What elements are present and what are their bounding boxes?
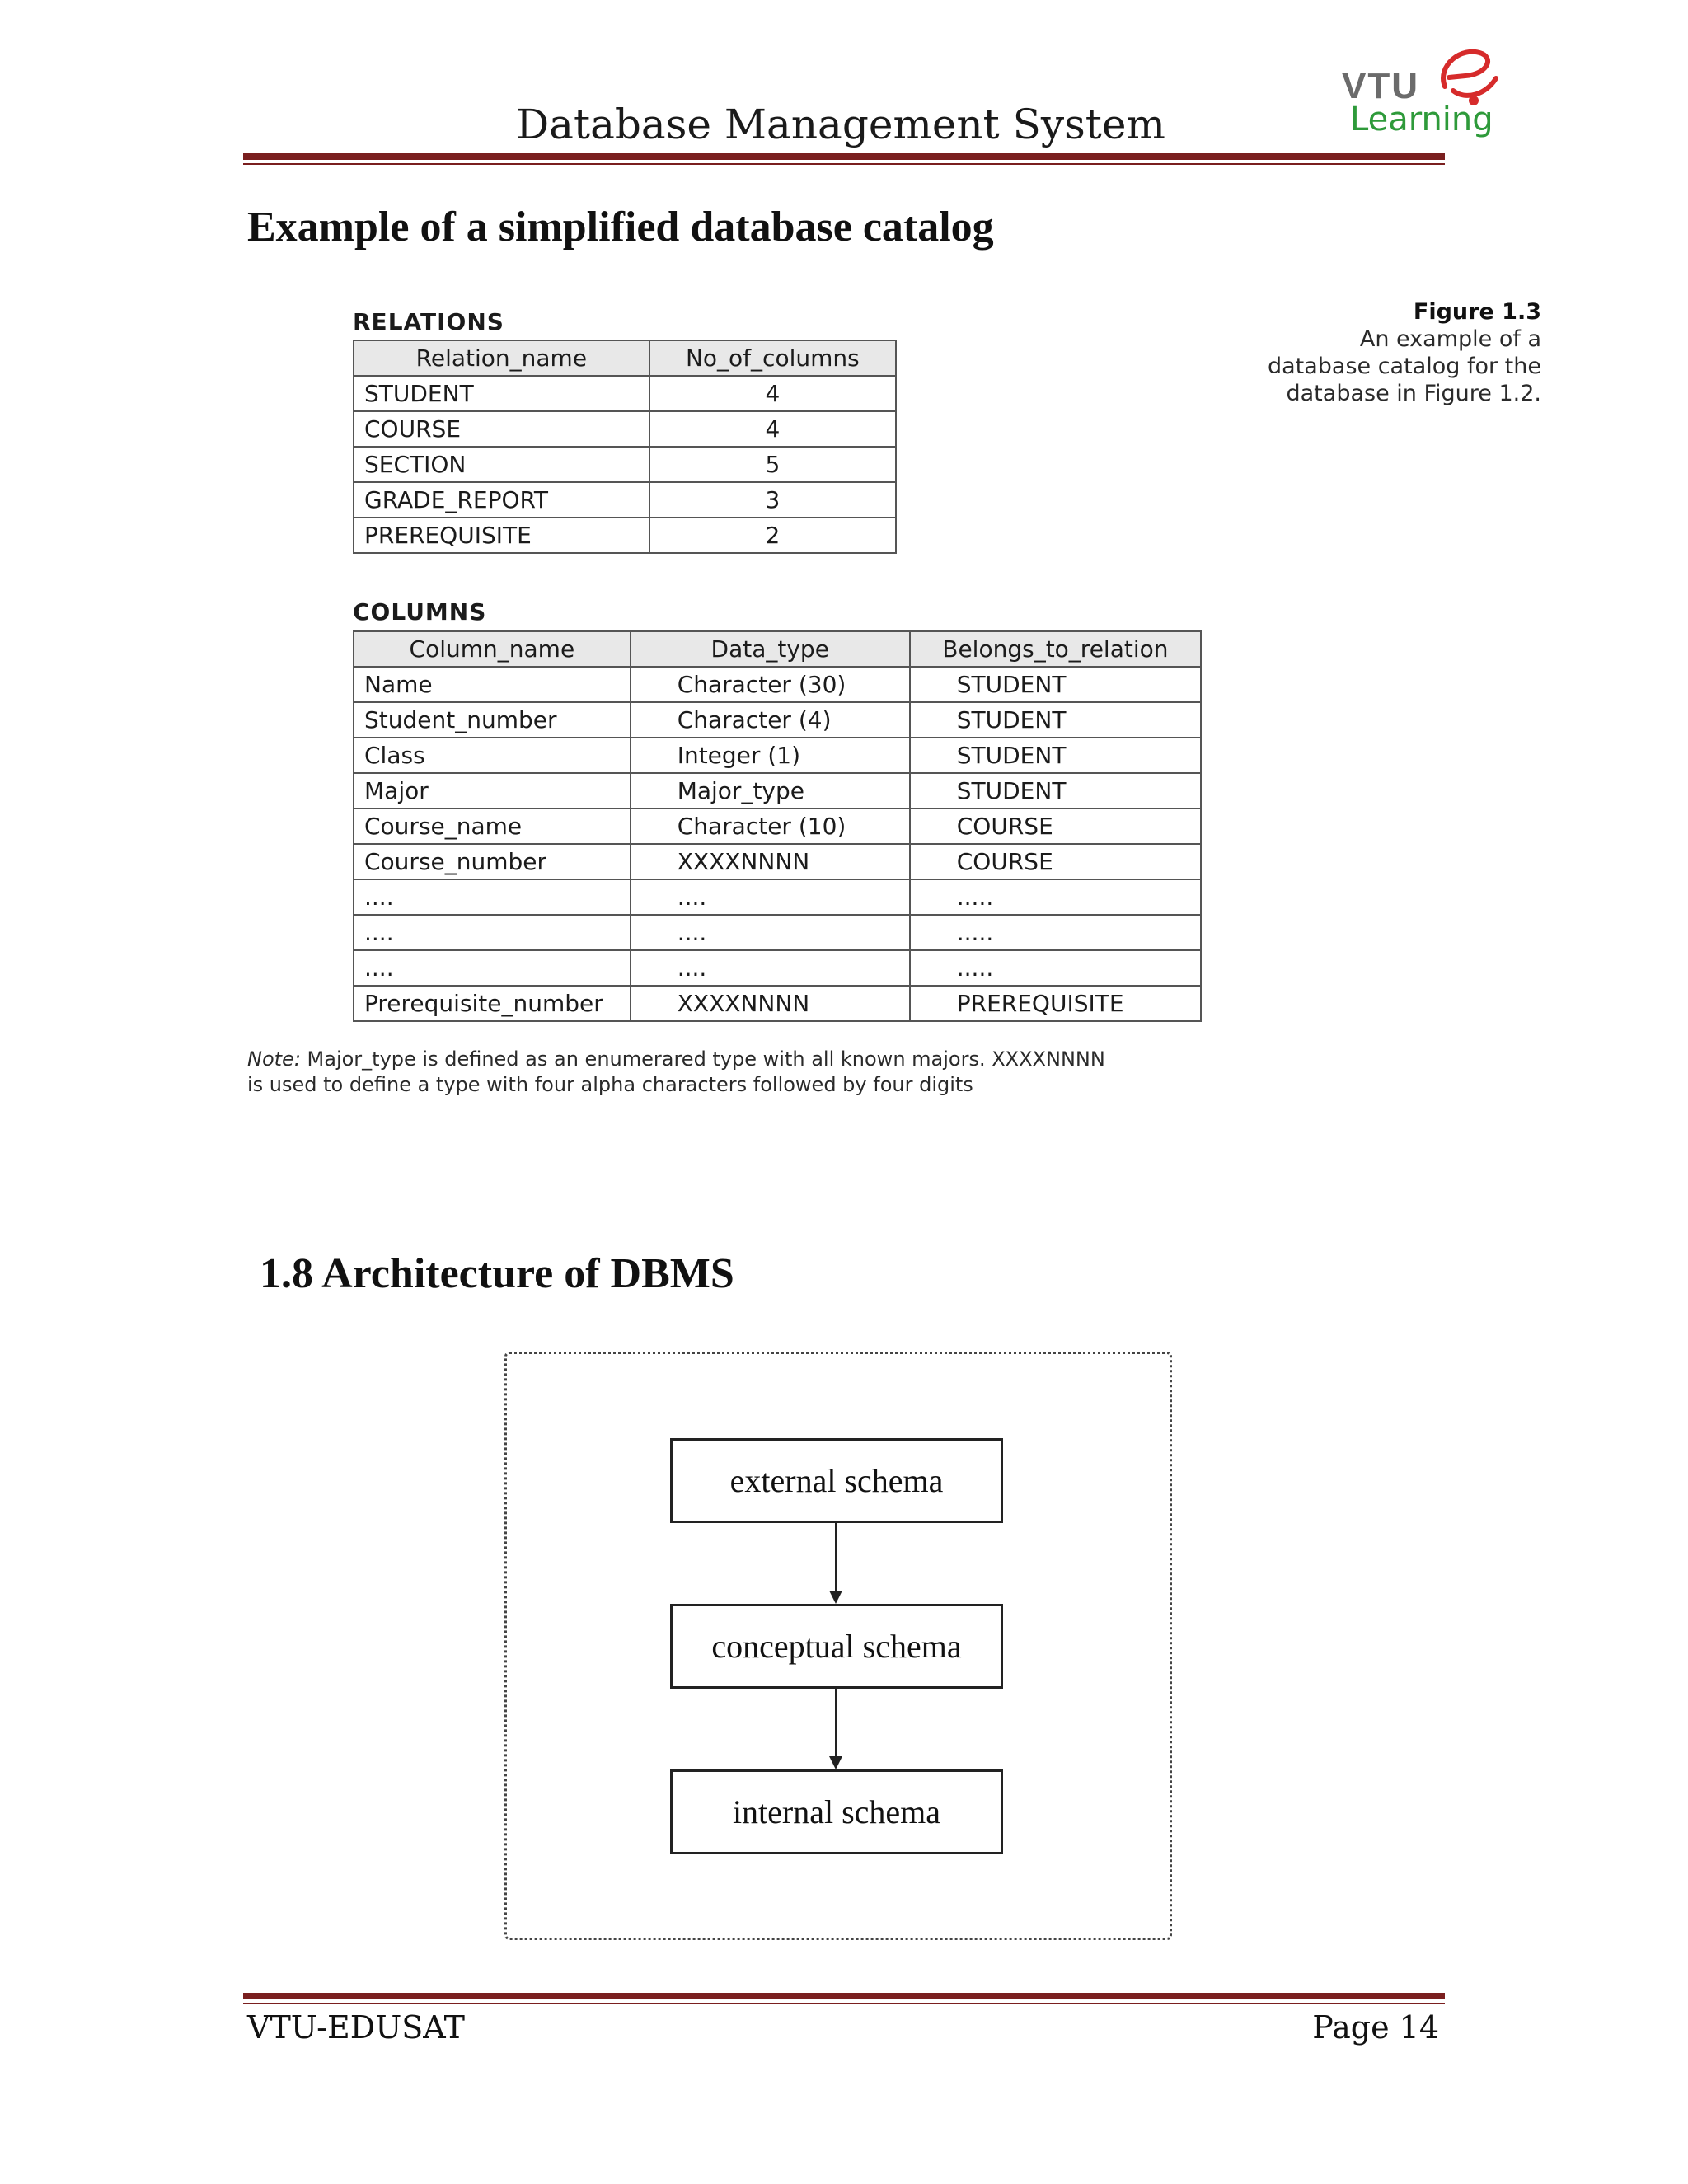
figure-caption-line: An example of a <box>1359 326 1541 352</box>
table-row <box>354 447 896 482</box>
table-cell: GRADE_REPORT <box>354 482 649 518</box>
external-schema-box: external schema <box>670 1438 1003 1523</box>
logo-e-swoosh-icon <box>1428 41 1503 107</box>
table-cell: STUDENT <box>910 773 1201 808</box>
table-cell: 2 <box>649 518 896 553</box>
table-cell: 5 <box>649 447 896 482</box>
table-cell: .... <box>354 950 631 986</box>
figure-caption-line: database catalog for the <box>1267 354 1541 379</box>
table-cell: ..... <box>910 950 1201 986</box>
table-row <box>354 950 1201 986</box>
table-row <box>354 376 896 411</box>
table-cell: 3 <box>649 482 896 518</box>
note-text: Major_type is defined as an enumerared type with all known majors. XXXXNNNN <box>300 1047 1105 1071</box>
table-cell: Student_number <box>354 702 631 738</box>
table-cell: ..... <box>910 915 1201 950</box>
table-row <box>354 808 1201 844</box>
table-cell: STUDENT <box>910 702 1201 738</box>
page-number: Page 14 <box>1312 2009 1439 2046</box>
table-cell: Prerequisite_number <box>354 986 631 1021</box>
table-row <box>354 844 1201 879</box>
internal-schema-box: internal schema <box>670 1769 1003 1854</box>
table-row <box>354 738 1201 773</box>
table-cell: Major_type <box>631 773 910 808</box>
table-header-row <box>354 340 896 376</box>
table-row <box>354 915 1201 950</box>
architecture-heading: 1.8 Architecture of DBMS <box>260 1250 734 1297</box>
table-cell: STUDENT <box>910 667 1201 702</box>
table-cell: Course_name <box>354 808 631 844</box>
table-cell: Class <box>354 738 631 773</box>
table-cell: XXXXNNNN <box>631 986 910 1021</box>
table-cell: Character (4) <box>631 702 910 738</box>
figure-caption <box>1170 298 1541 407</box>
table-cell: .... <box>631 950 910 986</box>
logo-vtu-text: VTU <box>1342 66 1419 106</box>
table-row <box>354 482 896 518</box>
table-row <box>354 879 1201 915</box>
table-cell: .... <box>631 915 910 950</box>
column-header: Relation_name <box>354 340 649 376</box>
header-rule <box>243 153 1445 160</box>
logo-learning-text: Learning <box>1350 101 1493 138</box>
table-cell: .... <box>354 915 631 950</box>
column-header: Column_name <box>354 631 631 667</box>
table-cell: Name <box>354 667 631 702</box>
arrow-line <box>835 1689 837 1758</box>
table-cell: PREREQUISITE <box>354 518 649 553</box>
columns-caption: COLUMNS <box>353 598 487 626</box>
table-row <box>354 702 1201 738</box>
table-cell: .... <box>631 879 910 915</box>
header-rule-thin <box>243 163 1445 165</box>
table-cell: SECTION <box>354 447 649 482</box>
footer-rule <box>243 1993 1445 1999</box>
table-cell: 4 <box>649 411 896 447</box>
column-header: No_of_columns <box>649 340 896 376</box>
arrow-down-icon <box>829 1756 842 1769</box>
page-header-title: Database Management System <box>516 101 1165 148</box>
figure-number: Figure 1.3 <box>1413 299 1541 325</box>
columns-table <box>353 630 1202 1022</box>
table-row <box>354 411 896 447</box>
table-row <box>354 667 1201 702</box>
table-row <box>354 986 1201 1021</box>
note-text: is used to define a type with four alpha characters followed by four digits <box>247 1073 973 1096</box>
table-cell: Course_number <box>354 844 631 879</box>
table-cell: Character (30) <box>631 667 910 702</box>
table-cell: XXXXNNNN <box>631 844 910 879</box>
column-header: Belongs_to_relation <box>910 631 1201 667</box>
figure-caption-line: database in Figure 1.2. <box>1286 381 1541 406</box>
table-cell: Character (10) <box>631 808 910 844</box>
footer-rule-thin <box>243 2003 1445 2004</box>
footer-left-text: VTU-EDUSAT <box>247 2009 465 2046</box>
relations-caption: RELATIONS <box>353 308 504 335</box>
vtu-learning-logo <box>1342 41 1507 148</box>
table-cell: Major <box>354 773 631 808</box>
table-row <box>354 773 1201 808</box>
table-row <box>354 518 896 553</box>
table-cell: 4 <box>649 376 896 411</box>
table-cell: COURSE <box>354 411 649 447</box>
catalog-heading: Example of a simplified database catalog <box>247 204 994 251</box>
table-cell: STUDENT <box>354 376 649 411</box>
arrow-line <box>835 1523 837 1592</box>
table-note <box>247 1047 1236 1098</box>
table-header-row <box>354 631 1201 667</box>
arrow-down-icon <box>829 1591 842 1604</box>
relations-table <box>353 340 897 554</box>
table-cell: STUDENT <box>910 738 1201 773</box>
table-cell: .... <box>354 879 631 915</box>
conceptual-schema-box: conceptual schema <box>670 1604 1003 1689</box>
table-cell: COURSE <box>910 808 1201 844</box>
column-header: Data_type <box>631 631 910 667</box>
table-cell: PREREQUISITE <box>910 986 1201 1021</box>
table-cell: COURSE <box>910 844 1201 879</box>
table-cell: Integer (1) <box>631 738 910 773</box>
table-cell: ..... <box>910 879 1201 915</box>
note-label: Note: <box>247 1047 301 1071</box>
